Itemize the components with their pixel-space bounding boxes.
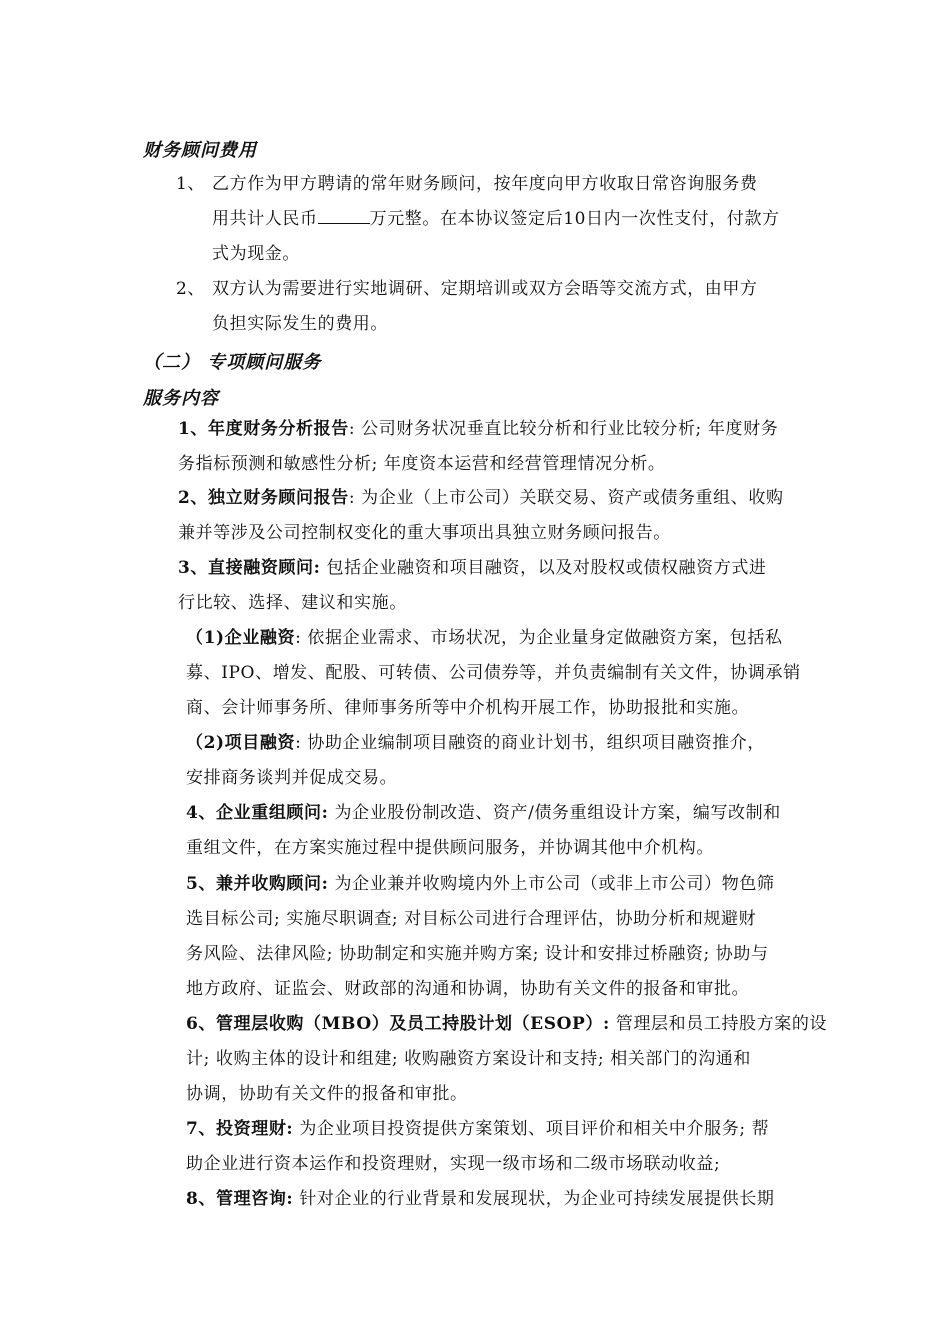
item-7-label: 7、投资理财: bbox=[186, 1119, 294, 1139]
item-1-text: : 公司财务状况垂直比较分析和行业比较分析; 年度财务 bbox=[348, 419, 779, 439]
item-3b-text: : 协助企业编制项目融资的商业计划书，组织项目融资推介， bbox=[295, 733, 766, 753]
item-8-text: 针对企业的行业背景和发展现状，为企业可持续发展提供长期 bbox=[293, 1189, 775, 1209]
item-6-line-1 bbox=[186, 1014, 827, 1034]
item-3b-label: （2)项目融资 bbox=[186, 733, 296, 753]
fee-item-2-line-2: 负担实际发生的费用。 bbox=[212, 314, 388, 334]
item-3a-line-2: 募、IPO、增发、配股、可转债、公司债券等，并负责编制有关文件，协调承销 bbox=[186, 663, 801, 683]
fee-item-1-number: 1、 bbox=[176, 174, 206, 194]
item-7-line-1 bbox=[186, 1119, 769, 1139]
item-7-text: 为企业项目投资提供方案策划、项目评价和相关中介服务; 帮 bbox=[293, 1119, 770, 1139]
fee-section-heading: 财务顾问费用 bbox=[143, 140, 257, 161]
item-1-line-1 bbox=[178, 419, 778, 439]
item-3a-label: （1)企业融资 bbox=[186, 628, 296, 648]
item-4-line-1 bbox=[186, 803, 781, 823]
fee-item-1-text: 乙方作为甲方聘请的常年财务顾问，按年度向甲方收取日常咨询服务费 bbox=[212, 174, 758, 194]
item-3-text: 包括企业融资和项目融资，以及对股权或债权融资方式进 bbox=[320, 558, 767, 578]
item-7-line-2: 助企业进行资本运作和投资理财，实现一级市场和二级市场联动收益; bbox=[186, 1154, 721, 1174]
item-3a-line-1 bbox=[186, 628, 783, 648]
item-3a-line-3: 商、会计师事务所、律师事务所等中介机构开展工作，协助报批和实施。 bbox=[186, 698, 750, 718]
fee-item-1-text-b: 万元整。在本协议签定后10日内一次性支付，付款方 bbox=[369, 209, 780, 229]
item-3-label: 3、直接融资顾问: bbox=[178, 558, 321, 578]
fee-item-1-line-2 bbox=[212, 209, 780, 229]
fee-item-2-line-1 bbox=[176, 279, 758, 299]
item-4-line-2: 重组文件，在方案实施过程中提供顾问服务，并协调其他中介机构。 bbox=[186, 838, 714, 858]
item-2-line-2: 兼并等涉及公司控制权变化的重大事项出具独立财务顾问报告。 bbox=[178, 523, 671, 543]
item-4-text: 为企业股份制改造、资产/债务重组设计方案，编写改制和 bbox=[328, 803, 781, 823]
item-6-text: 管理层和员工持股方案的设 bbox=[609, 1014, 828, 1034]
item-2-line-1 bbox=[178, 488, 784, 508]
fee-item-1-text-a: 用共计人民币 bbox=[212, 209, 318, 229]
fee-item-2-number: 2、 bbox=[176, 279, 206, 299]
item-3-line-2: 行比较、选择、建议和实施。 bbox=[178, 593, 407, 613]
item-3a-text: : 依据企业需求、市场状况，为企业量身定做融资方案，包括私 bbox=[295, 628, 783, 648]
amount-blank bbox=[318, 209, 370, 224]
item-2-text: : 为企业（上市公司）关联交易、资产或债务重组、收购 bbox=[348, 488, 784, 508]
item-5-line-3: 务风险、法律风险; 协助制定和实施并购方案; 设计和安排过桥融资; 协助与 bbox=[186, 944, 769, 964]
item-5-line-1 bbox=[186, 874, 775, 894]
item-6-label: 6、管理层收购（MBO）及员工持股计划（ESOP）: bbox=[186, 1014, 610, 1034]
item-6-line-3: 协调，协助有关文件的报备和审批。 bbox=[186, 1084, 468, 1104]
item-5-line-2: 选目标公司; 实施尽职调查; 对目标公司进行合理评估，协助分析和规避财 bbox=[186, 909, 757, 929]
item-1-line-2: 务指标预测和敏感性分析; 年度资本运营和经营管理情况分析。 bbox=[178, 454, 666, 474]
item-3-line-1 bbox=[178, 558, 767, 578]
service-content-heading: 服务内容 bbox=[143, 388, 219, 409]
item-5-line-4: 地方政府、证监会、财政部的沟通和协调，协助有关文件的报备和审批。 bbox=[186, 979, 750, 999]
item-5-text: 为企业兼并收购境内外上市公司（或非上市公司）物色筛 bbox=[328, 874, 775, 894]
item-5-label: 5、兼并收购顾问: bbox=[186, 874, 329, 894]
fee-item-1-line-1 bbox=[176, 174, 758, 194]
item-2-label: 2、独立财务顾问报告 bbox=[178, 488, 349, 508]
special-section-heading: （二） 专项顾问服务 bbox=[143, 352, 322, 373]
item-8-label: 8、管理咨询: bbox=[186, 1189, 294, 1209]
item-3b-line-1 bbox=[186, 733, 765, 753]
item-1-label: 1、年度财务分析报告 bbox=[178, 419, 349, 439]
item-4-label: 4、企业重组顾问: bbox=[186, 803, 329, 823]
fee-item-2-text: 双方认为需要进行实地调研、定期培训或双方会晤等交流方式，由甲方 bbox=[212, 279, 758, 299]
item-6-line-2: 计; 收购主体的设计和组建; 收购融资方案设计和支持; 相关部门的沟通和 bbox=[186, 1049, 751, 1069]
item-3b-line-2: 安排商务谈判并促成交易。 bbox=[186, 768, 398, 788]
item-8-line-1 bbox=[186, 1189, 775, 1209]
fee-item-1-line-3: 式为现金。 bbox=[212, 244, 300, 264]
